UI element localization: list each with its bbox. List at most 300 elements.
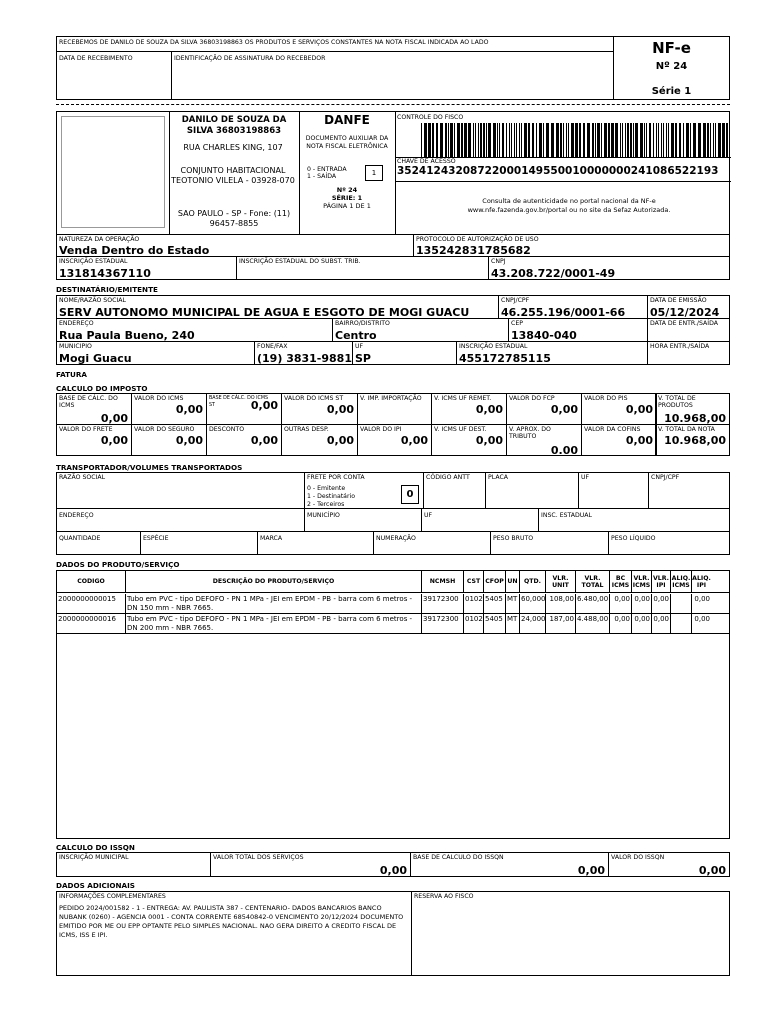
danfe-type-value: 1 bbox=[371, 169, 377, 177]
tax-value: 0.00 bbox=[550, 444, 578, 456]
table-cell: 0,00 bbox=[609, 614, 631, 634]
dest-name-label: NOME/RAZÃO SOCIAL bbox=[59, 297, 126, 304]
table-cell: MT bbox=[505, 614, 519, 634]
barcode-bar bbox=[611, 123, 614, 158]
imposto-section-title: CALCULO DO IMPOSTO bbox=[56, 384, 148, 393]
products-header-cell: UN bbox=[505, 571, 519, 592]
complementary-info-text: PEDIDO 2024/001582 - 1 - ENTREGA: AV. PAULISTA 387 - CENTENARIO- DADOS BANCARIOS BANCO NUBANK (0260) - AGENCIA 0001 - CONTA CORRENTE 68540842-0 VENCIMENTO 20/12/2024 DOCUMENTO EMITIDO POR ME OU EPP OPTANTE PELO SIMPLES NACIONAL. NAO GERA DIREITO A CREDITO FISCAL DE ICMS, ISS E IPI. bbox=[59, 904, 404, 939]
barcode-bar bbox=[597, 123, 600, 158]
ie-label: INSCRIÇÃO ESTADUAL bbox=[59, 258, 128, 265]
ie-st-label: INSCRIÇÃO ESTADUAL DO SUBST. TRIB. bbox=[239, 258, 361, 265]
tax-value: 0,00 bbox=[326, 434, 354, 447]
volume-species-label: ESPÉCIE bbox=[143, 535, 169, 542]
dest-district-label: BAIRRO/DISTRITO bbox=[335, 320, 390, 327]
ie-value: 131814367110 bbox=[59, 267, 151, 280]
emitente-street: RUA CHARLES KING, 107 bbox=[183, 143, 283, 152]
access-key-value: 35241243208722000149550010000000241086522193 bbox=[397, 165, 719, 177]
cnpj-cell bbox=[488, 256, 730, 280]
exit-time-cell bbox=[647, 341, 730, 365]
table-cell: 108,00 bbox=[545, 594, 575, 614]
danfe-subtitle: DOCUMENTO AUXILIAR DA NOTA FISCAL ELETRÔNICA bbox=[305, 135, 389, 150]
barcode-bar bbox=[448, 123, 449, 158]
cnpj-value: 43.208.722/0001-49 bbox=[491, 267, 616, 280]
carrier-uf-label: UF bbox=[581, 474, 590, 481]
ie-cell bbox=[56, 256, 237, 280]
gross-weight-label: PESO BRUTO bbox=[493, 535, 534, 542]
barcode-bar bbox=[528, 123, 530, 158]
barcode-bar bbox=[519, 123, 520, 158]
barcode-bar bbox=[473, 123, 474, 158]
dest-uf-label: UF bbox=[355, 343, 364, 350]
freight-value: 0 bbox=[406, 489, 414, 500]
dest-name-value: SERV AUTONOMO MUNICIPAL DE AGUA E ESGOTO DE MOGI GUACU bbox=[59, 306, 470, 319]
dest-cnpj-label: CNPJ/CPF bbox=[501, 297, 530, 304]
tax-label: OUTRAS DESP. bbox=[284, 426, 329, 433]
barcode-bar bbox=[679, 123, 681, 158]
dest-uf-cell bbox=[352, 341, 457, 365]
tax-cell-row2-3 bbox=[281, 424, 358, 456]
barcode-bar bbox=[499, 123, 500, 158]
danfe-title: DANFE bbox=[324, 113, 370, 127]
table-cell: 0,00 bbox=[609, 594, 631, 614]
dest-name-cell bbox=[56, 295, 499, 319]
table-cell: 4.488,00 bbox=[575, 614, 609, 634]
barcode-bar bbox=[480, 123, 482, 158]
barcode-bar bbox=[468, 123, 471, 158]
table-cell: 0,00 bbox=[651, 594, 670, 614]
barcode-bar bbox=[575, 123, 578, 158]
danfe-exit: 1 - SAÍDA bbox=[307, 173, 337, 180]
ie-st-cell bbox=[236, 256, 489, 280]
table-cell: 24,000 bbox=[519, 614, 545, 634]
barcode-bar bbox=[640, 123, 643, 158]
emission-date-label: DATA DE EMISSÃO bbox=[650, 297, 707, 304]
products-header-cell: BC ICMS bbox=[609, 571, 631, 592]
tax-label: V. IMP. IMPORTAÇÃO bbox=[360, 395, 422, 402]
canhoto bbox=[56, 36, 730, 100]
tax-label: DESCONTO bbox=[209, 426, 245, 433]
table-cell: 5405 bbox=[483, 614, 505, 634]
freight-option-0: 0 - Emitente bbox=[307, 485, 346, 492]
volume-brand-cell bbox=[257, 531, 374, 555]
tax-cell-row2-7 bbox=[581, 424, 657, 456]
dest-city-value: Mogi Guacu bbox=[59, 352, 132, 365]
barcode-bar bbox=[464, 123, 467, 158]
table-cell: 0,00 bbox=[691, 594, 711, 614]
barcode-bar bbox=[583, 123, 585, 158]
dest-ie-value: 455172785115 bbox=[459, 352, 551, 365]
tax-cell-row1-2 bbox=[206, 393, 282, 425]
entry-date-label: DATA DE ENTR./SAÍDA bbox=[650, 320, 718, 327]
volume-number-cell bbox=[373, 531, 491, 555]
barcode-bar bbox=[718, 123, 721, 158]
dest-cep-cell bbox=[508, 318, 648, 342]
table-cell: 187,00 bbox=[545, 614, 575, 634]
danfe-entry: 0 - ENTRADA bbox=[307, 166, 347, 173]
barcode-bar bbox=[551, 123, 554, 158]
barcode-bar bbox=[668, 123, 669, 158]
table-cell bbox=[670, 594, 691, 614]
tax-cell-row2-6 bbox=[506, 424, 582, 456]
danfe-type-box bbox=[365, 165, 383, 181]
barcode-bar bbox=[475, 123, 476, 158]
tax-label: BASE DE CÁLC. DO ICMS bbox=[59, 395, 118, 409]
freight-value-box bbox=[401, 485, 419, 504]
barcode-bar bbox=[488, 123, 491, 158]
products-header-row bbox=[57, 571, 729, 593]
barcode-bar bbox=[543, 123, 544, 158]
issqn-services-label: VALOR TOTAL DOS SERVIÇOS bbox=[213, 854, 304, 861]
issqn-section-title: CALCULO DO ISSQN bbox=[56, 843, 135, 852]
freight-option-2: 2 - Terceiros bbox=[307, 501, 345, 508]
barcode-bar bbox=[658, 123, 659, 158]
barcode-bar bbox=[601, 123, 602, 158]
products-header-cell: NCMSH bbox=[421, 571, 463, 592]
barcode-bar bbox=[514, 123, 515, 158]
danfe-number: Nº 24 bbox=[336, 186, 358, 194]
tax-label: V. APROX. DO TRIBUTO bbox=[509, 426, 551, 440]
danfe-page: PÁGINA 1 DE 1 bbox=[323, 202, 371, 210]
tax-label: V. ICMS UF REMET. bbox=[434, 395, 492, 402]
barcode-bar bbox=[486, 123, 487, 158]
barcode-bar bbox=[698, 123, 701, 158]
barcode-bar bbox=[703, 123, 706, 158]
products-header-cell: DESCRIÇÃO DO PRODUTO/SERVIÇO bbox=[125, 571, 421, 592]
barcode-bar bbox=[432, 123, 434, 158]
issqn-base-value: 0,00 bbox=[577, 864, 605, 877]
fisco-reserve-cell bbox=[411, 891, 730, 976]
products-section-title: DADOS DO PRODUTO/SERVIÇO bbox=[56, 560, 180, 569]
tax-label: VALOR DO ICMS ST bbox=[284, 395, 344, 402]
barcode-bar bbox=[454, 123, 455, 158]
canhoto-number: Nº 24 bbox=[655, 61, 688, 72]
canhoto-doc-type: NF-e bbox=[652, 39, 691, 57]
table-cell: Tubo em PVC - tipo DEFOFO - PN 1 MPa - JEI em EPDM - PB - barra com 6 metros - DN 200 mm - NBR 7665. bbox=[125, 614, 421, 634]
net-weight-label: PESO LÍQUIDO bbox=[611, 535, 656, 542]
emitente-district: CONJUNTO HABITACIONAL TEOTONIO VILELA - 03928-070 bbox=[171, 166, 295, 185]
protocol-label: PROTOCOLO DE AUTORIZAÇÃO DE USO bbox=[416, 236, 539, 243]
tax-cell-row2-5 bbox=[431, 424, 507, 456]
tax-value: 0,00 bbox=[475, 434, 503, 447]
dest-ie-label: INSCRIÇÃO ESTADUAL bbox=[459, 343, 528, 350]
carrier-address-label: ENDEREÇO bbox=[59, 512, 94, 519]
issqn-services-cell bbox=[210, 852, 411, 877]
barcode-bar bbox=[683, 123, 684, 158]
issqn-base-cell bbox=[410, 852, 609, 877]
table-row bbox=[57, 614, 729, 634]
dest-cep-label: CEP bbox=[511, 320, 523, 327]
issqn-services-value: 0,00 bbox=[379, 864, 407, 877]
tax-cell-row1-7 bbox=[581, 393, 657, 425]
products-header-cell: VLR. IPI bbox=[651, 571, 670, 592]
issqn-im-cell bbox=[56, 852, 211, 877]
barcode-bar bbox=[511, 123, 512, 158]
barcode-bar bbox=[686, 123, 689, 158]
table-cell: 2000000000015 bbox=[58, 595, 116, 603]
tax-value: 0,00 bbox=[625, 434, 653, 447]
barcode-bar bbox=[457, 123, 460, 158]
barcode-bar bbox=[690, 123, 691, 158]
complementary-info-cell bbox=[56, 891, 412, 976]
barcode-bar bbox=[556, 123, 559, 158]
tax-value: 0,00 bbox=[100, 412, 128, 425]
dest-city-label: MUNICIPIO bbox=[59, 343, 92, 350]
tax-cell-row2-0 bbox=[56, 424, 132, 456]
tax-value: 10.968,00 bbox=[664, 412, 726, 425]
protocol-value: 135242831785682 bbox=[416, 244, 531, 257]
table-cell: 39172300 bbox=[421, 614, 463, 634]
additional-section-title: DADOS ADICIONAIS bbox=[56, 881, 135, 890]
barcode-bar bbox=[563, 123, 564, 158]
tax-value: 0,00 bbox=[326, 403, 354, 416]
dest-cnpj-value: 46.255.196/0001-66 bbox=[501, 306, 626, 319]
barcode-bar bbox=[710, 123, 711, 158]
dest-phone-value: (19) 3831-9881 bbox=[257, 352, 352, 365]
carrier-city-label: MUNICÍPIO bbox=[307, 512, 340, 519]
table-cell: 2000000000016 bbox=[58, 615, 116, 623]
barcode-bar bbox=[644, 123, 645, 158]
tax-cell-row2-1 bbox=[131, 424, 207, 456]
barcode-bar bbox=[608, 123, 610, 158]
products-header-cell: VLR. ICMS bbox=[631, 571, 651, 592]
barcode-bar bbox=[722, 123, 725, 158]
tax-value: 0,00 bbox=[250, 399, 278, 412]
dest-phone-cell bbox=[254, 341, 353, 365]
issqn-im-label: INSCRIÇÃO MUNICIPAL bbox=[59, 854, 129, 861]
products-header-cell: CST bbox=[463, 571, 483, 592]
table-cell bbox=[670, 614, 691, 634]
cut-line bbox=[56, 104, 730, 105]
entry-date-cell bbox=[647, 318, 730, 342]
barcode-bar bbox=[726, 123, 728, 158]
dest-address-label: ENDEREÇO bbox=[59, 320, 94, 327]
tax-cell-row1-1 bbox=[131, 393, 207, 425]
dest-section-title: DESTINATÁRIO/EMITENTE bbox=[56, 285, 158, 294]
table-cell: 6.480,00 bbox=[575, 594, 609, 614]
barcode-bar bbox=[646, 123, 647, 158]
dest-address-cell bbox=[56, 318, 333, 342]
barcode-bar bbox=[424, 123, 427, 158]
tax-cell-row2-4 bbox=[357, 424, 432, 456]
consult-text: Consulta de autenticidade no portal nacional da NF-e www.nfe.fazenda.gov.br/portal ou no site da Sefaz Autorizada. bbox=[467, 197, 671, 214]
tax-label: VALOR DO ICMS bbox=[134, 395, 184, 402]
barcode-bar bbox=[539, 123, 542, 158]
tax-value: 0,00 bbox=[175, 434, 203, 447]
barcode-bar bbox=[421, 123, 422, 158]
tax-cell-row1-3 bbox=[281, 393, 358, 425]
tax-value: 0,00 bbox=[625, 403, 653, 416]
volume-qty-cell bbox=[56, 531, 141, 555]
dest-city-cell bbox=[56, 341, 255, 365]
barcode-bar bbox=[436, 123, 438, 158]
issqn-base-label: BASE DE CALCULO DO ISSQN bbox=[413, 854, 504, 861]
tax-value: 0,00 bbox=[550, 403, 578, 416]
antt-label: CÓDIGO ANTT bbox=[426, 474, 470, 481]
barcode-bar bbox=[595, 123, 596, 158]
barcode-bar bbox=[671, 123, 674, 158]
barcode-bar bbox=[625, 123, 626, 158]
barcode bbox=[421, 123, 731, 158]
barcode-bar bbox=[587, 123, 590, 158]
barcode-bar bbox=[532, 123, 534, 158]
barcode-bar bbox=[713, 123, 714, 158]
volume-brand-label: MARCA bbox=[260, 535, 283, 542]
barcode-bar bbox=[506, 123, 507, 158]
fisco-reserve-label: RESERVA AO FISCO bbox=[414, 893, 474, 900]
tax-label: V. ICMS UF DEST. bbox=[434, 426, 487, 433]
dest-phone-label: FONE/FAX bbox=[257, 343, 288, 350]
tax-value: 10.968,00 bbox=[664, 434, 726, 447]
exit-time-label: HORA ENTR./SAÍDA bbox=[650, 343, 710, 350]
table-cell: MT bbox=[505, 594, 519, 614]
tax-label: VALOR DO SEGURO bbox=[134, 426, 195, 433]
tax-label: V. TOTAL DA NOTA bbox=[658, 426, 715, 433]
barcode-bar bbox=[635, 123, 638, 158]
dest-address-value: Rua Paula Bueno, 240 bbox=[59, 329, 195, 342]
tax-label: VALOR DO PIS bbox=[584, 395, 628, 402]
volume-number-label: NUMERAÇÃO bbox=[376, 535, 416, 542]
nature-cell bbox=[56, 234, 414, 257]
dest-ie-cell bbox=[456, 341, 648, 365]
received-text: RECEBEMOS DE DANILO DE SOUZA DA SILVA 36803198863 OS PRODUTOS E SERVIÇOS CONSTANTES NA NOTA FISCAL INDICADA AO LADO bbox=[59, 39, 489, 46]
dest-district-cell bbox=[332, 318, 509, 342]
products-header-cell: ALIQ. IPI bbox=[691, 571, 711, 592]
gross-weight-cell bbox=[490, 531, 609, 555]
tax-value: 0,00 bbox=[175, 403, 203, 416]
tax-cell-row1-4 bbox=[357, 393, 432, 425]
volume-species-cell bbox=[140, 531, 258, 555]
freight-label: FRETE POR CONTA bbox=[307, 474, 365, 481]
tax-cell-row1-0 bbox=[56, 393, 132, 425]
canhoto-series: Série 1 bbox=[651, 86, 692, 97]
barcode-bar bbox=[493, 123, 496, 158]
barcode-bar bbox=[478, 123, 479, 158]
tax-label: VALOR DO FRETE bbox=[59, 426, 113, 433]
tax-cell-row2-2 bbox=[206, 424, 282, 456]
tax-cell-row1-8 bbox=[655, 393, 730, 425]
barcode-bar bbox=[656, 123, 657, 158]
tax-cell-row2-8 bbox=[655, 424, 730, 456]
complementary-info-label: INFORMAÇÕES COMPLEMENTARES bbox=[59, 893, 166, 900]
table-cell: 60,000 bbox=[519, 594, 545, 614]
carrier-uf-cell bbox=[578, 472, 649, 509]
receipt-date-label: DATA DE RECEBIMENTO bbox=[59, 55, 133, 62]
barcode-bar bbox=[675, 123, 677, 158]
barcode-bar bbox=[546, 123, 549, 158]
barcode-bar bbox=[516, 123, 517, 158]
logo-placeholder bbox=[61, 116, 165, 228]
barcode-bar bbox=[571, 123, 574, 158]
barcode-bar bbox=[440, 123, 443, 158]
barcode-bar bbox=[633, 123, 634, 158]
products-header-cell: QTD. bbox=[519, 571, 545, 592]
tax-label: BASE DE CÁLC. DO ICMS ST bbox=[209, 396, 269, 408]
dest-cnpj-cell bbox=[498, 295, 648, 319]
emission-date-cell bbox=[647, 295, 730, 319]
carrier-city-cell bbox=[304, 508, 422, 532]
tax-cell-row1-6 bbox=[506, 393, 582, 425]
tax-value: 0,00 bbox=[475, 403, 503, 416]
carrier-name-cell bbox=[56, 472, 305, 509]
barcode-bar bbox=[604, 123, 607, 158]
table-cell: 0,00 bbox=[651, 614, 670, 634]
barcode-bar bbox=[620, 123, 621, 158]
barcode-bar bbox=[663, 123, 664, 158]
fisco-control-label: CONTROLE DO FISCO bbox=[397, 114, 464, 121]
barcode-bar bbox=[445, 123, 447, 158]
barcode-bar bbox=[524, 123, 527, 158]
table-row bbox=[57, 594, 729, 614]
barcode-bar bbox=[450, 123, 453, 158]
table-cell: Tubo em PVC - tipo DEFOFO - PN 1 MPa - JEI em EPDM - PB - barra com 6 metros - DN 150 mm - NBR 7665. bbox=[125, 594, 421, 614]
freight-option-1: 1 - Destinatário bbox=[307, 493, 356, 500]
barcode-bar bbox=[615, 123, 618, 158]
barcode-bar bbox=[649, 123, 651, 158]
barcode-bar bbox=[521, 123, 522, 158]
barcode-bar bbox=[627, 123, 629, 158]
nature-label: NATUREZA DA OPERAÇÃO bbox=[59, 236, 140, 243]
carrier-address-cell bbox=[56, 508, 305, 532]
carrier-name-label: RAZÃO SOCIAL bbox=[59, 474, 106, 481]
issqn-value-value: 0,00 bbox=[698, 864, 726, 877]
issqn-value-cell bbox=[608, 852, 730, 877]
barcode-bar bbox=[653, 123, 654, 158]
barcode-bar bbox=[579, 123, 581, 158]
table-cell: 0,00 bbox=[631, 594, 651, 614]
table-cell: 0,00 bbox=[691, 614, 711, 634]
freight-cell bbox=[304, 472, 424, 509]
cnpj-label: CNPJ bbox=[491, 258, 506, 265]
barcode-bar bbox=[497, 123, 498, 158]
tax-value: 0,00 bbox=[250, 434, 278, 447]
protocol-cell bbox=[413, 234, 730, 257]
issqn-value-label: VALOR DO ISSQN bbox=[611, 854, 665, 861]
emitente-city-phone: SAO PAULO - SP - Fone: (11) 96457-8855 bbox=[177, 209, 291, 228]
table-cell: 0,00 bbox=[631, 614, 651, 634]
barcode-bar bbox=[715, 123, 716, 158]
barcode-bar bbox=[560, 123, 562, 158]
carrier-uf2-cell bbox=[421, 508, 539, 532]
table-cell: 39172300 bbox=[421, 594, 463, 614]
barcode-bar bbox=[461, 123, 463, 158]
table-cell: 0102 bbox=[463, 594, 483, 614]
barcode-bar bbox=[693, 123, 696, 158]
tax-value: 0,00 bbox=[400, 434, 428, 447]
volume-qty-label: QUANTIDADE bbox=[59, 535, 101, 542]
products-header-cell: CFOP bbox=[483, 571, 505, 592]
dest-uf-value: SP bbox=[355, 352, 371, 365]
barcode-bar bbox=[428, 123, 431, 158]
transport-section-title: TRANSPORTADOR/VOLUMES TRANSPORTADOS bbox=[56, 463, 243, 472]
access-key-label: CHAVE DE ACESSO bbox=[397, 158, 456, 165]
barcode-bar bbox=[661, 123, 662, 158]
barcode-bar bbox=[536, 123, 537, 158]
barcode-bar bbox=[509, 123, 510, 158]
dest-district-value: Centro bbox=[335, 329, 377, 342]
products-header-cell: ALIQ. ICMS bbox=[670, 571, 691, 592]
tax-value: 0,00 bbox=[100, 434, 128, 447]
antt-cell bbox=[423, 472, 486, 509]
plate-label: PLACA bbox=[488, 474, 508, 481]
carrier-cnpj-label: CNPJ/CPF bbox=[651, 474, 680, 481]
emission-date-value: 05/12/2024 bbox=[650, 306, 720, 319]
barcode-bar bbox=[622, 123, 623, 158]
barcode-bar bbox=[568, 123, 569, 158]
danfe-series: SÉRIE: 1 bbox=[331, 194, 363, 202]
tax-label: VALOR DO IPI bbox=[360, 426, 402, 433]
products-header-cell: VLR. TOTAL bbox=[575, 571, 609, 592]
net-weight-cell bbox=[608, 531, 730, 555]
